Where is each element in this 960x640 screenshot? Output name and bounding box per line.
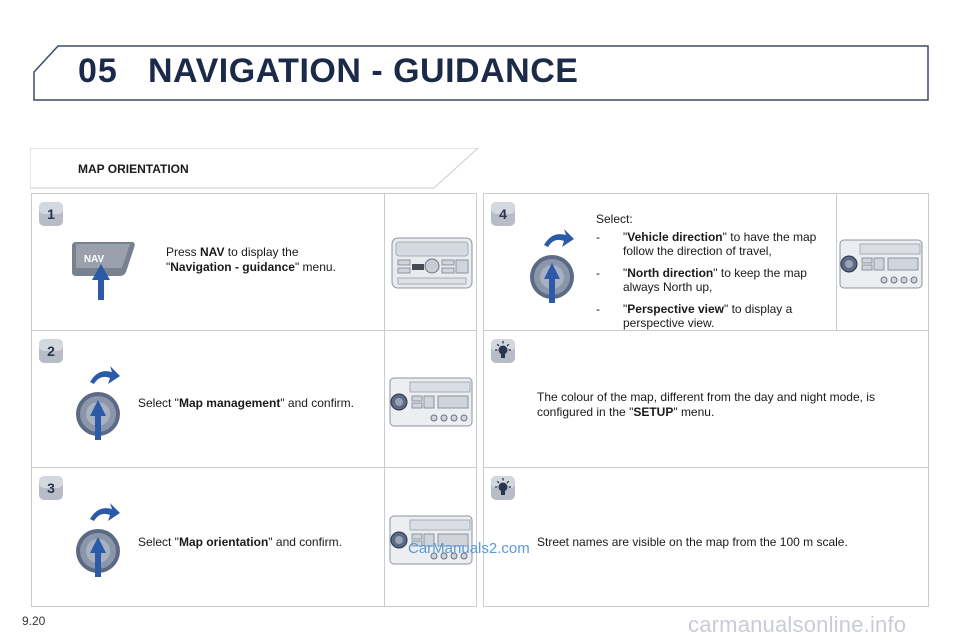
svg-text:2: 2 xyxy=(47,343,55,359)
option-description: " to have the map follow the direction of travel, xyxy=(623,230,817,258)
step-2-text-post: " and confirm. xyxy=(280,396,354,410)
tip-1-text-pre: The colour of the map, different from the day and night mode, is configured in the " xyxy=(537,390,875,419)
nav-button-icon xyxy=(70,236,140,302)
list-dash: - xyxy=(596,302,600,316)
list-dash: - xyxy=(596,266,600,280)
step-1-text-pre: Press xyxy=(166,245,201,259)
option-north-direction: North direction xyxy=(627,266,714,280)
section-title: MAP ORIENTATION xyxy=(78,162,189,176)
chapter-number: 05 xyxy=(78,52,118,90)
watermark-overlay: CarManuals2.com xyxy=(408,540,530,557)
radio-panel-knob-icon xyxy=(388,376,474,428)
tip-1-text-post: " menu. xyxy=(673,405,715,419)
option-description: " to display a perspective view. xyxy=(623,302,793,330)
panel-divider xyxy=(31,467,477,468)
tip-bulb-icon xyxy=(490,475,516,501)
panel-divider xyxy=(31,330,477,331)
step-2-text-bold: Map management xyxy=(178,396,281,410)
option-quote: " xyxy=(623,302,628,316)
step-4-badge xyxy=(490,201,516,227)
step-4-intro: Select: xyxy=(596,212,633,226)
tip-2-text: Street names are visible on the map from the 100 m scale. xyxy=(537,535,848,549)
panel-divider xyxy=(836,193,837,331)
step-1-text-line2-bold: Navigation - guidance xyxy=(170,260,295,274)
rotary-knob-confirm-icon xyxy=(524,225,576,305)
svg-text:3: 3 xyxy=(47,480,55,496)
list-item xyxy=(596,302,832,330)
tip-bulb-icon xyxy=(490,338,516,364)
svg-text:4: 4 xyxy=(499,206,507,222)
step-1-text-mid: to display the xyxy=(224,245,299,259)
step-3-badge xyxy=(38,475,64,501)
step-1-text-bold: NAV xyxy=(200,245,225,259)
step-2-text xyxy=(138,396,378,411)
step-3-text xyxy=(138,535,378,550)
rotary-knob-confirm-icon xyxy=(70,499,122,579)
list-item xyxy=(596,230,832,258)
svg-text:1: 1 xyxy=(47,206,55,222)
step-1-text-line2-post: " menu. xyxy=(294,260,336,274)
panel-divider xyxy=(384,193,385,607)
step-3-text-bold: Map orientation xyxy=(178,535,269,549)
step-3-text-pre: Select " xyxy=(138,535,179,549)
list-item xyxy=(596,266,832,294)
radio-panel-nav-highlight-icon xyxy=(390,232,474,294)
step-1-badge xyxy=(38,201,64,227)
option-vehicle-direction: Vehicle direction xyxy=(627,230,723,244)
step-2-badge xyxy=(38,338,64,364)
option-quote: " xyxy=(623,230,628,244)
step-1-text-line2-pre: " xyxy=(166,260,171,274)
page-number: 9.20 xyxy=(22,614,46,628)
option-perspective-view: Perspective view xyxy=(627,302,724,316)
step-3-text-post: " and confirm. xyxy=(268,535,342,549)
step-4-options xyxy=(596,230,832,338)
step-1-text xyxy=(166,245,366,275)
watermark: carmanualsonline.info xyxy=(688,612,907,637)
radio-panel-knob-icon xyxy=(838,238,924,290)
tip-1-text xyxy=(537,390,917,420)
svg-text:NAV: NAV xyxy=(83,254,105,265)
option-description: " to keep the map always North up, xyxy=(623,266,807,294)
tip-1-text-bold: SETUP xyxy=(633,405,674,419)
step-2-text-pre: Select " xyxy=(138,396,179,410)
list-dash: - xyxy=(596,230,600,244)
option-quote: " xyxy=(623,266,628,280)
panel-divider xyxy=(483,467,929,468)
rotary-knob-confirm-icon xyxy=(70,362,122,442)
chapter-title: NAVIGATION - GUIDANCE xyxy=(148,52,579,90)
